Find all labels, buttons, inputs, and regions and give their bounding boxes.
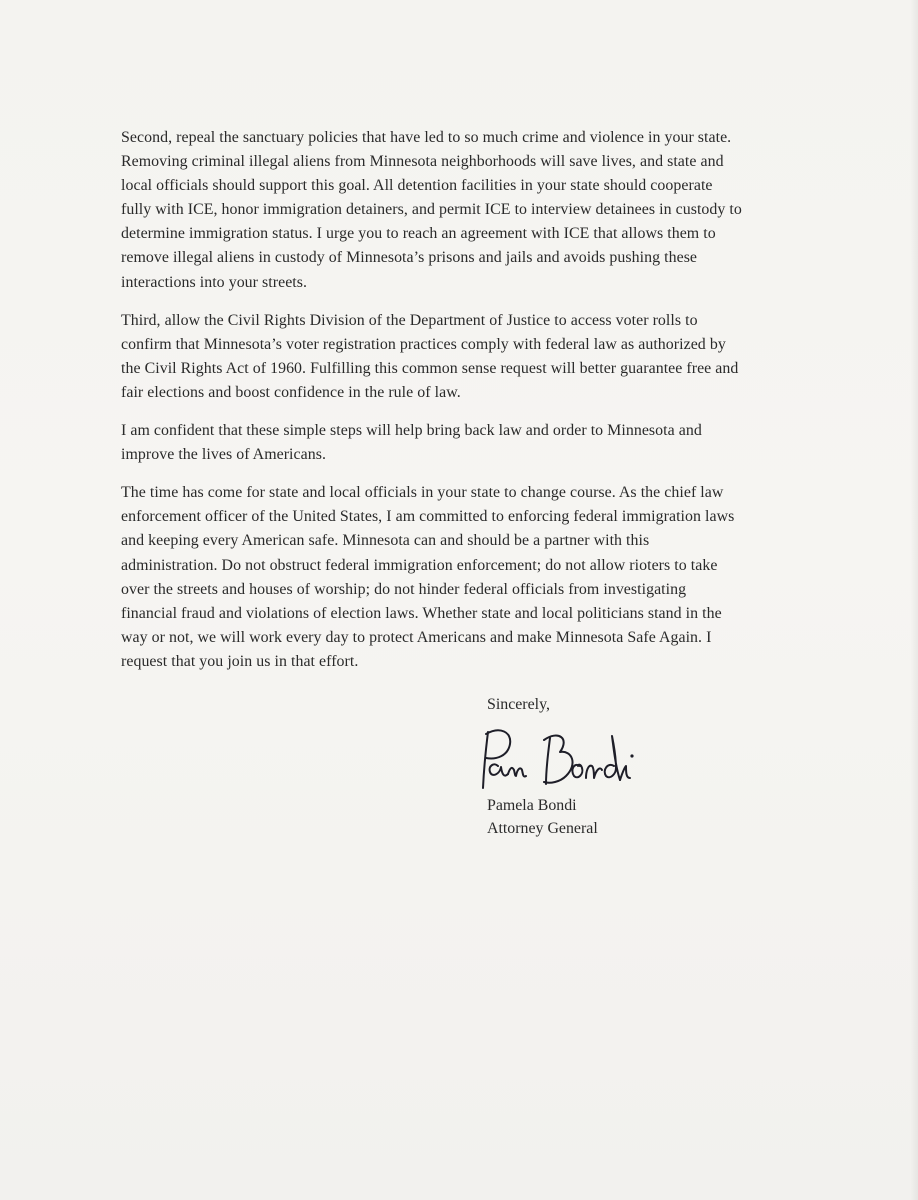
paragraph-change-course — [121, 481, 801, 674]
text-line: confirm that Minnesota’s voter registration practices comply with federal law as authorized by — [121, 335, 726, 353]
paragraph-confidence — [121, 419, 801, 467]
text-line: fully with ICE, honor immigration detainers, and permit ICE to interview detainees in custody to — [121, 201, 742, 219]
text-line: I am confident that these simple steps will help bring back law and order to Minnesota and — [121, 422, 702, 440]
paragraph-sanctuary-policies — [121, 126, 801, 295]
text-line: determine immigration status. I urge you to reach an agreement with ICE that allows them to — [121, 225, 716, 243]
text-line: interactions into your streets. — [121, 273, 308, 291]
text-line: enforcement officer of the United States, I am committed to enforcing federal immigration laws — [121, 508, 735, 526]
text-line: financial fraud and violations of election laws. Whether state and local politicians stand in the — [121, 604, 722, 622]
text-line: the Civil Rights Act of 1960. Fulfilling this common sense request will better guarantee free and — [121, 359, 739, 377]
text-line: The time has come for state and local officials in your state to change course. As the chief law — [121, 484, 724, 502]
text-line: Second, repeal the sanctuary policies that have led to so much crime and violence in your state. — [121, 129, 732, 146]
text-line: improve the lives of Americans. — [121, 446, 326, 464]
text-line: local officials should support this goal. All detention facilities in your state should cooperate — [121, 177, 713, 195]
text-line: Third, allow the Civil Rights Division of the Department of Justice to access voter rolls to — [121, 311, 698, 329]
text-line: administration. Do not obstruct federal immigration enforcement; do not allow rioters to take — [121, 556, 718, 574]
closing-salutation: Sincerely, — [487, 696, 550, 713]
text-line: and keeping every American safe. Minnesota can and should be a partner with this — [121, 532, 650, 550]
letter-body — [121, 126, 801, 688]
handwritten-signature — [474, 722, 644, 794]
text-line: over the streets and houses of worship; do not hinder federal officials from investigating — [121, 580, 687, 598]
paragraph-voter-rolls — [121, 309, 801, 405]
page-edge-shadow — [910, 0, 918, 1200]
text-line: fair elections and boost confidence in the rule of law. — [121, 383, 461, 401]
signer-title: Attorney General — [487, 820, 598, 837]
text-line: request that you join us in that effort. — [121, 652, 359, 670]
text-line: way or not, we will work every day to protect Americans and make Minnesota Safe Again. I — [121, 628, 712, 646]
text-line: Removing criminal illegal aliens from Minnesota neighborhoods will save lives, and state and — [121, 153, 724, 171]
signer-name: Pamela Bondi — [487, 797, 577, 814]
text-line: remove illegal aliens in custody of Minnesota’s prisons and jails and avoids pushing these — [121, 249, 698, 267]
